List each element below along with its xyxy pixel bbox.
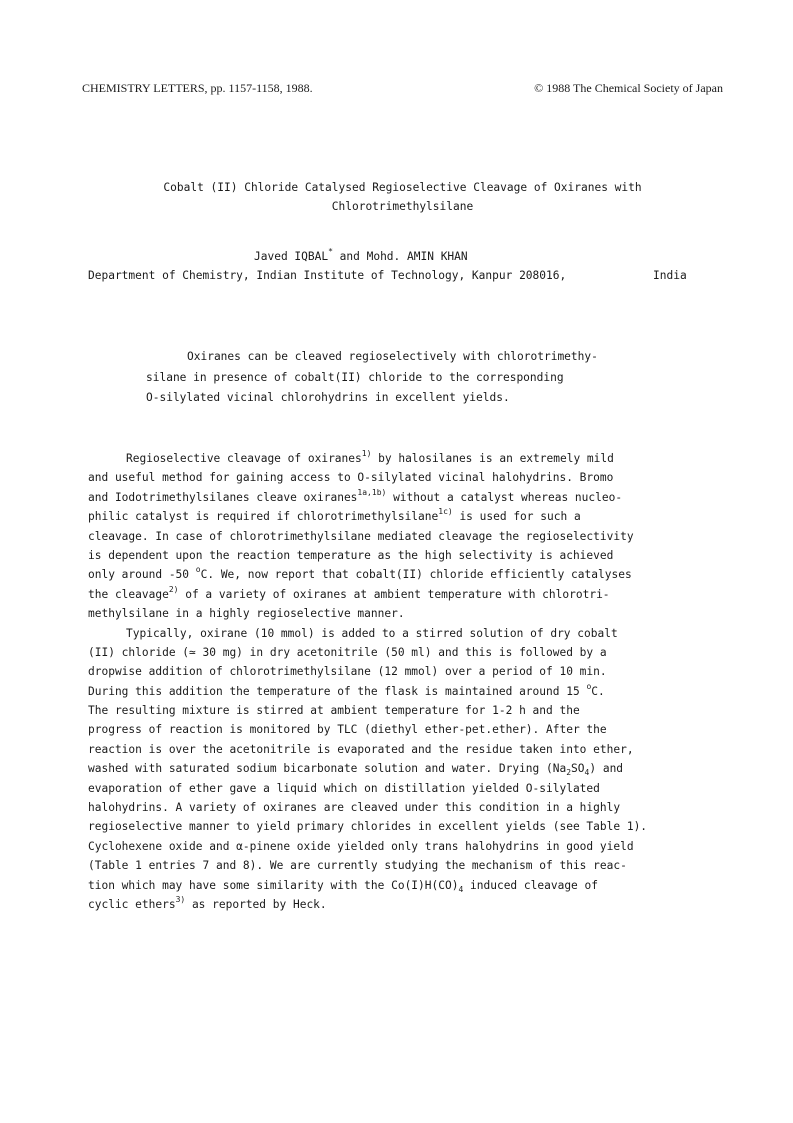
body-line xyxy=(88,585,728,604)
affiliation-country: India xyxy=(653,269,687,282)
title-line-2: Chlorotrimethylsilane xyxy=(331,200,474,213)
text-span: only around -50 xyxy=(88,568,196,582)
body-line: Cyclohexene oxide and α-pinene oxide yielded only trans halohydrins in good yield xyxy=(88,839,634,853)
body-line xyxy=(88,895,728,914)
journal-citation: CHEMISTRY LETTERS, pp. 1157-1158, 1988. xyxy=(82,81,313,95)
body-line: reaction is over the acetonitrile is evaporated and the residue taken into ether, xyxy=(88,742,634,756)
abstract xyxy=(146,347,706,409)
text-span: tion which may have some similarity with the Co(I)H(CO) xyxy=(88,878,459,892)
body-line: and useful method for gaining access to O-silylated vicinal halohydrins. Bromo xyxy=(88,471,614,485)
text-span: ) and xyxy=(589,762,624,776)
article-title xyxy=(82,178,723,216)
subscript: 2 xyxy=(566,768,572,778)
body-line: The resulting mixture is stirred at ambient temperature for 1-2 h and the xyxy=(88,704,580,718)
running-header xyxy=(82,81,723,99)
text-span: induced cleavage of xyxy=(463,878,598,892)
body-line: progress of reaction is monitored by TLC (diethyl ether-pet.ether). After the xyxy=(88,723,607,737)
text-span: washed with saturated sodium bicarbonate solution and water. Drying (Na xyxy=(88,762,567,776)
text-span: without a catalyst whereas nucleo- xyxy=(386,490,623,504)
body-line xyxy=(88,682,728,701)
body-line: halohydrins. A variety of oxiranes are cleaved under this condition in a highly xyxy=(88,801,621,815)
reference-marker: 1a,1b) xyxy=(357,487,387,497)
body-line xyxy=(88,507,728,526)
text-span: C. xyxy=(591,684,605,698)
corresponding-asterisk: * xyxy=(328,247,333,256)
text-span: by halosilanes is an extremely mild xyxy=(371,452,614,465)
reference-marker: 1) xyxy=(361,449,372,458)
body-line xyxy=(88,565,728,584)
body-line: dropwise addition of chlorotrimethylsilane (12 mmol) over a period of 10 min. xyxy=(88,665,607,679)
body-line xyxy=(88,488,728,507)
reference-marker: 1c) xyxy=(438,507,453,517)
text-span: SO xyxy=(571,762,585,776)
title-line-1: Cobalt (II) Chloride Catalysed Regioselective Cleavage of Oxiranes with xyxy=(163,181,642,194)
body-line: regioselective manner to yield primary chlorides in excellent yields (see Table 1). xyxy=(88,820,648,834)
body-line: Typically, oxirane (10 mmol) is added to a stirred solution of dry cobalt xyxy=(126,626,618,640)
author-2: and Mohd. AMIN KHAN xyxy=(332,250,468,263)
body-line xyxy=(88,876,728,895)
abstract-line: O-silylated vicinal chlorohydrins in excellent yields. xyxy=(146,391,510,404)
abstract-line: Oxiranes can be cleaved regioselectively with chlorotrimethy- xyxy=(187,350,598,363)
text-span: the cleavage xyxy=(88,587,169,601)
body-line: (Table 1 entries 7 and 8). We are currently studying the mechanism of this reac- xyxy=(88,859,627,873)
text-span: philic catalyst is required if chlorotrimethylsilane xyxy=(88,510,439,524)
text-span: During this addition the temperature of the flask is maintained around 15 xyxy=(88,684,587,698)
body-line: (II) chloride (≃ 30 mg) in dry acetonitrile (50 ml) and this is followed by a xyxy=(88,645,607,659)
article-body xyxy=(88,449,728,914)
affiliation xyxy=(88,266,688,285)
abstract-line: silane in presence of cobalt(II) chloride to the corresponding xyxy=(146,370,564,384)
body-line: is dependent upon the reaction temperature as the high selectivity is achieved xyxy=(88,548,614,562)
copyright-notice: © 1988 The Chemical Society of Japan xyxy=(534,81,723,95)
body-line: methylsilane in a highly regioselective manner. xyxy=(88,607,405,621)
author-1: Javed IQBAL xyxy=(254,250,329,263)
reference-marker: 2) xyxy=(168,584,179,594)
reference-marker: 3) xyxy=(175,894,186,904)
text-span: cyclic ethers xyxy=(88,897,176,911)
degree-symbol: o xyxy=(586,681,592,691)
text-span: Regioselective cleavage of oxiranes xyxy=(126,452,362,465)
body-line xyxy=(88,449,728,468)
text-span: is used for such a xyxy=(452,510,581,524)
text-span: as reported by Heck. xyxy=(185,897,327,911)
author-block xyxy=(88,247,688,285)
subscript: 4 xyxy=(584,768,590,778)
text-span: of a variety of oxiranes at ambient temperature with chlorotri- xyxy=(178,587,610,601)
text-span: C. We, now report that cobalt(II) chloride efficiently catalyses xyxy=(200,568,632,582)
subscript: 4 xyxy=(458,884,464,894)
affiliation-text: Department of Chemistry, Indian Institute of Technology, Kanpur 208016, xyxy=(88,269,567,282)
author-names xyxy=(88,247,688,266)
body-line xyxy=(88,759,728,778)
body-line: evaporation of ether gave a liquid which on distillation yielded O-silylated xyxy=(88,781,600,795)
text-span: and Iodotrimethylsilanes cleave oxiranes xyxy=(88,490,358,504)
body-line: cleavage. In case of chlorotrimethylsilane mediated cleavage the regioselectivity xyxy=(88,529,634,543)
degree-symbol: o xyxy=(195,565,201,575)
